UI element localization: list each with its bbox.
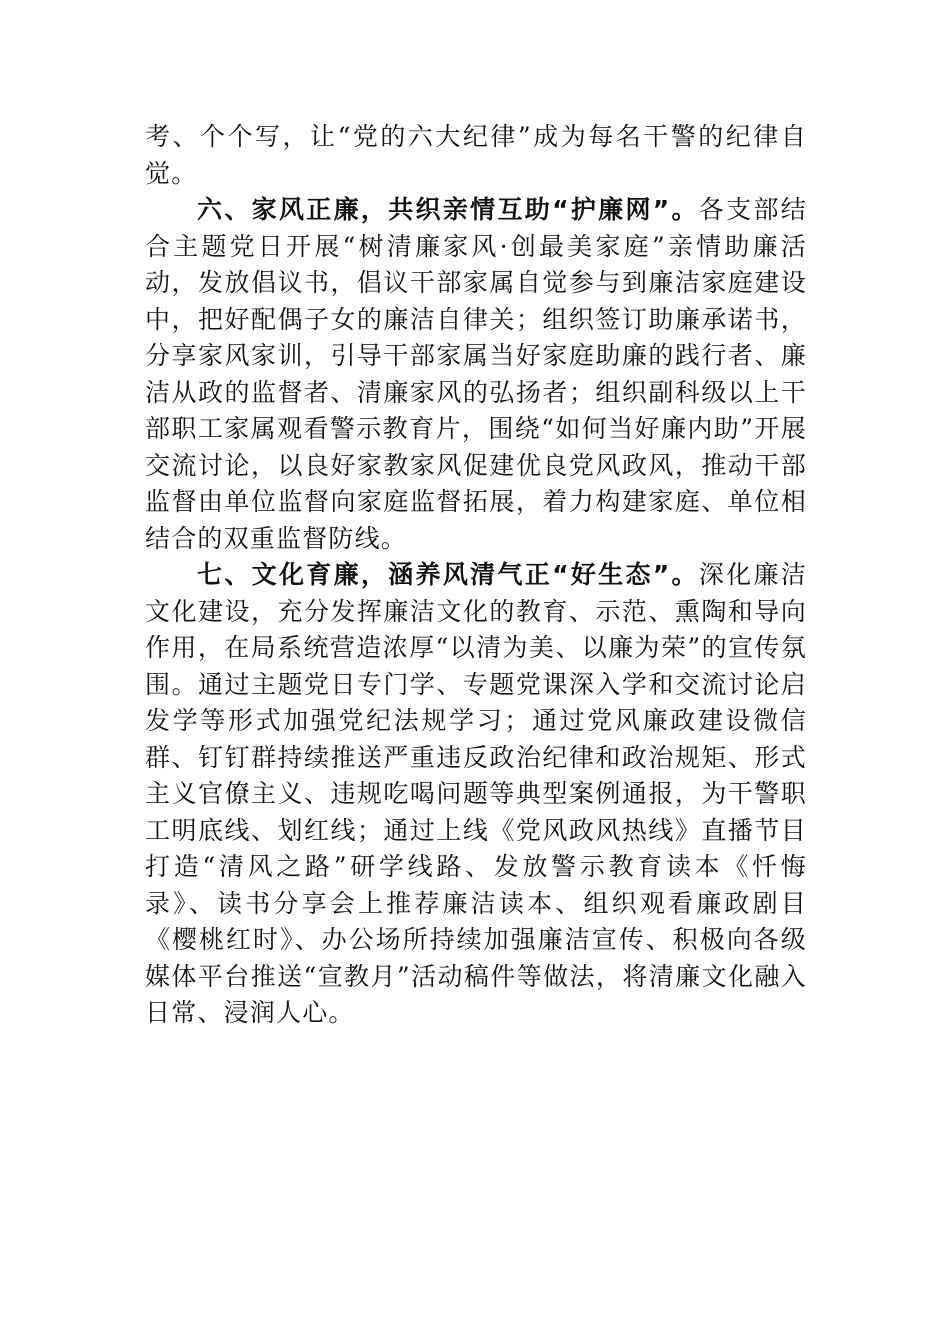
section-heading-seven: 七、文化育廉，涵养风清气正“好生态”。	[197, 560, 699, 589]
paragraph-section-seven	[145, 557, 807, 1032]
document-body	[145, 119, 807, 1032]
paragraph-continuation	[145, 119, 807, 192]
paragraph-section-six	[145, 192, 807, 557]
paragraph-text: 深化廉洁文化建设，充分发挥廉洁文化的教育、示范、熏陶和导向作用，在局系统营造浓厚“以清为美、以廉为荣”的宣传氛围。通过主题党日专门学、专题党课深入学和交流讨论启发学等形式加强党纪法规学习；通过党风廉政建设微信群、钉钉群持续推送严重违反政治纪律和政治规矩、形式主义官僚主义、违规吃喝问题等典型案例通报，为干警职工明底线、划红线；通过上线《党风政风热线》直播节目打造“清风之路”研学线路、发放警示教育读本《忏悔录》、读书分享会上推荐廉洁读本、组织观看廉政剧目《樱桃红时》、办公场所持续加强廉洁宣传、积极向各级媒体平台推送“宣教月”活动稿件等做法，将清廉文化融入日常、浸润人心。	[145, 560, 807, 1027]
paragraph-text: 考、个个写，让“党的六大纪律”成为每名干警的纪律自觉。	[145, 122, 807, 188]
paragraph-text: 各支部结合主题党日开展“树清廉家风·创最美家庭”亲情助廉活动，发放倡议书，倡议干部家属自觉参与到廉洁家庭建设中，把好配偶子女的廉洁自律关；组织签订助廉承诺书，分享家风家训，引导干部家属当好家庭助廉的践行者、廉洁从政的监督者、清廉家风的弘扬者；组织副科级以上干部职工家属观看警示教育片，围绕“如何当好廉内助”开展交流讨论，以良好家教家风促建优良党风政风，推动干部监督由单位监督向家庭监督拓展，着力构建家庭、单位相结合的双重监督防线。	[145, 195, 807, 553]
section-heading-six: 六、家风正廉，共织亲情互助“护廉网”。	[197, 195, 699, 224]
